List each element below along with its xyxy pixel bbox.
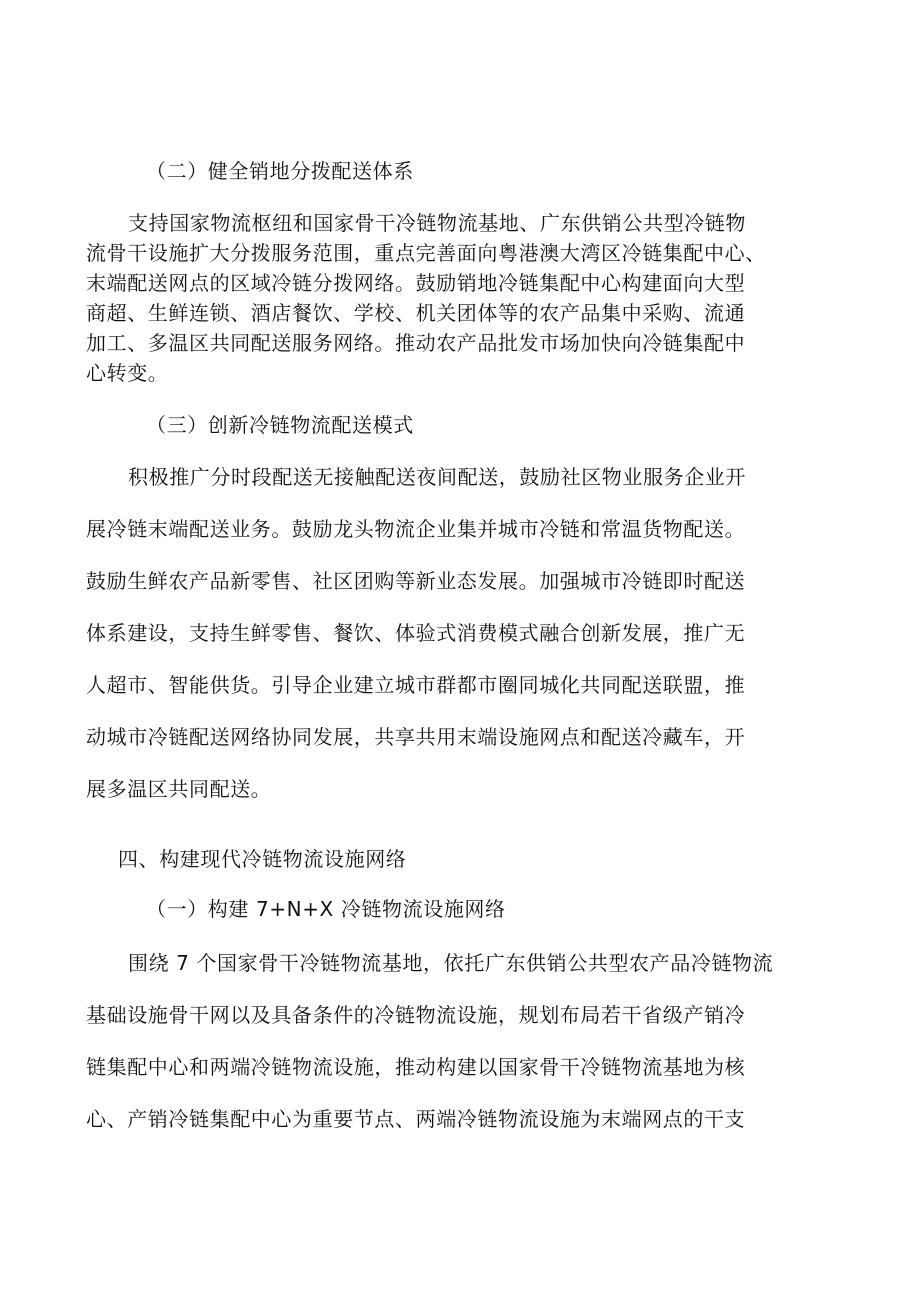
paragraph-line: 人超市、智能供货。引导企业建立城市群都市圈同城化共同配送联盟，推 bbox=[86, 673, 746, 697]
paragraph-line: 末端配送网点的区域冷链分拨网络。鼓励销地冷链集配中心构建面向大型 bbox=[86, 271, 746, 295]
paragraph-line: 商超、生鲜连锁、酒店餐饮、学校、机关团体等的农产品集中采购、流通 bbox=[86, 301, 746, 325]
paragraph-line: 体系建设，支持生鲜零售、餐饮、体验式消费模式融合创新发展，推广无 bbox=[86, 621, 746, 645]
paragraph-line: 心转变。 bbox=[86, 361, 169, 385]
paragraph-line: 支持国家物流枢纽和国家骨干冷链物流基地、广东供销公共型冷链物 bbox=[128, 211, 746, 235]
paragraph-line: 积极推广分时段配送无接触配送夜间配送，鼓励社区物业服务企业开 bbox=[128, 465, 746, 489]
paragraph-line: 加工、多温区共同配送服务网络。推动农产品批发市场加快向冷链集配中 bbox=[86, 331, 746, 355]
paragraph-line: 流骨干设施扩大分拨服务范围，重点完善面向粤港澳大湾区冷链集配中心、 bbox=[86, 241, 766, 265]
chapter-4-heading: 四、构建现代冷链物流设施网络 bbox=[118, 847, 407, 871]
paragraph-line: 围绕 7 个国家骨干冷链物流基地，依托广东供销公共型农产品冷链物流 bbox=[128, 951, 774, 975]
paragraph-line: 展冷链末端配送业务。鼓励龙头物流企业集并城市冷链和常温货物配送。 bbox=[86, 517, 746, 541]
paragraph-line: 基础设施骨干网以及具备条件的冷链物流设施，规划布局若干省级产销冷 bbox=[86, 1003, 746, 1027]
paragraph-line: 展多温区共同配送。 bbox=[86, 777, 272, 801]
paragraph-line: 鼓励生鲜农产品新零售、社区团购等新业态发展。加强城市冷链即时配送 bbox=[86, 569, 746, 593]
chapter-4-sub-heading: （一）构建 7+N+X 冷链物流设施网络 bbox=[146, 897, 506, 921]
paragraph-line: 心、产销冷链集配中心为重要节点、两端冷链物流设施为末端网点的干支 bbox=[86, 1107, 746, 1131]
paragraph-line: 动城市冷链配送网络协同发展，共享共用末端设施网点和配送冷藏车，开 bbox=[86, 725, 746, 749]
paragraph-line: 链集配中心和两端冷链物流设施，推动构建以国家骨干冷链物流基地为核 bbox=[86, 1055, 746, 1079]
section-2-heading: （二）健全销地分拨配送体系 bbox=[146, 159, 414, 183]
section-3-heading: （三）创新冷链物流配送模式 bbox=[146, 413, 414, 437]
